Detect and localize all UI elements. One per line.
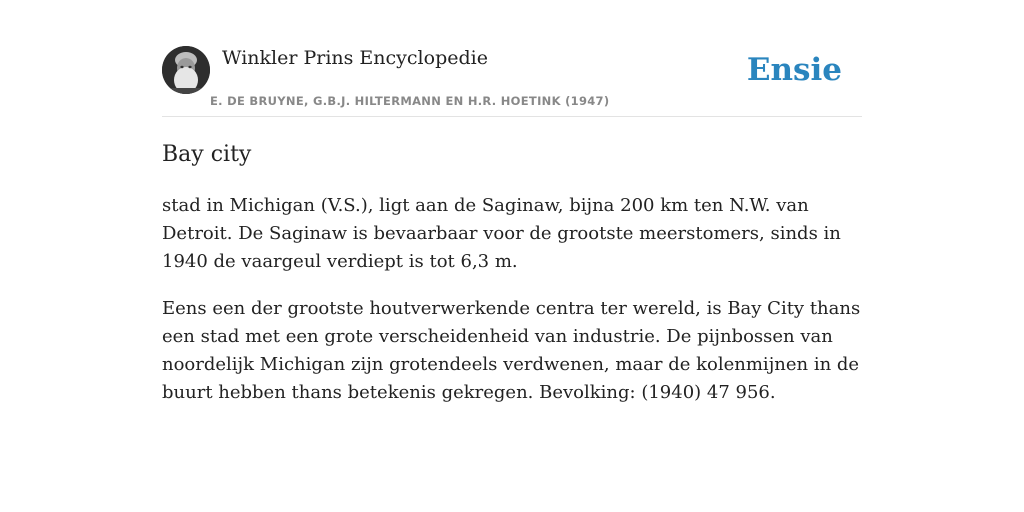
author-portrait-avatar[interactable] — [162, 46, 210, 94]
portrait-icon — [162, 46, 210, 94]
source-header — [162, 46, 862, 117]
source-title[interactable]: Winkler Prins Encyclopedie — [222, 47, 488, 69]
brand-logo-link[interactable]: Ensie — [746, 52, 842, 88]
source-authors: E. DE BRUYNE, G.B.J. HILTERMANN EN H.R. HOETINK (1947) — [210, 94, 610, 108]
entry-paragraph: stad in Michigan (V.S.), ligt aan de Saginaw, bijna 200 km ten N.W. van Detroit. De Saginaw is bevaarbaar voor de grootste meerstomers, sinds in 1940 de vaargeul verdiept is tot 6,3 m. — [162, 195, 841, 272]
entry-paragraph: Eens een der grootste houtverwerkende centra ter wereld, is Bay City thans een stad met een grote verscheidenheid van industrie. De pijnbossen van noordelijk Michigan zijn grotendeels verdwenen, maar de kolenmijnen in de buurt hebben thans betekenis gekregen. Bevolking: (1940) 47 956. — [162, 298, 861, 403]
entry-title: Bay city — [162, 142, 252, 167]
entry-body — [162, 192, 862, 426]
